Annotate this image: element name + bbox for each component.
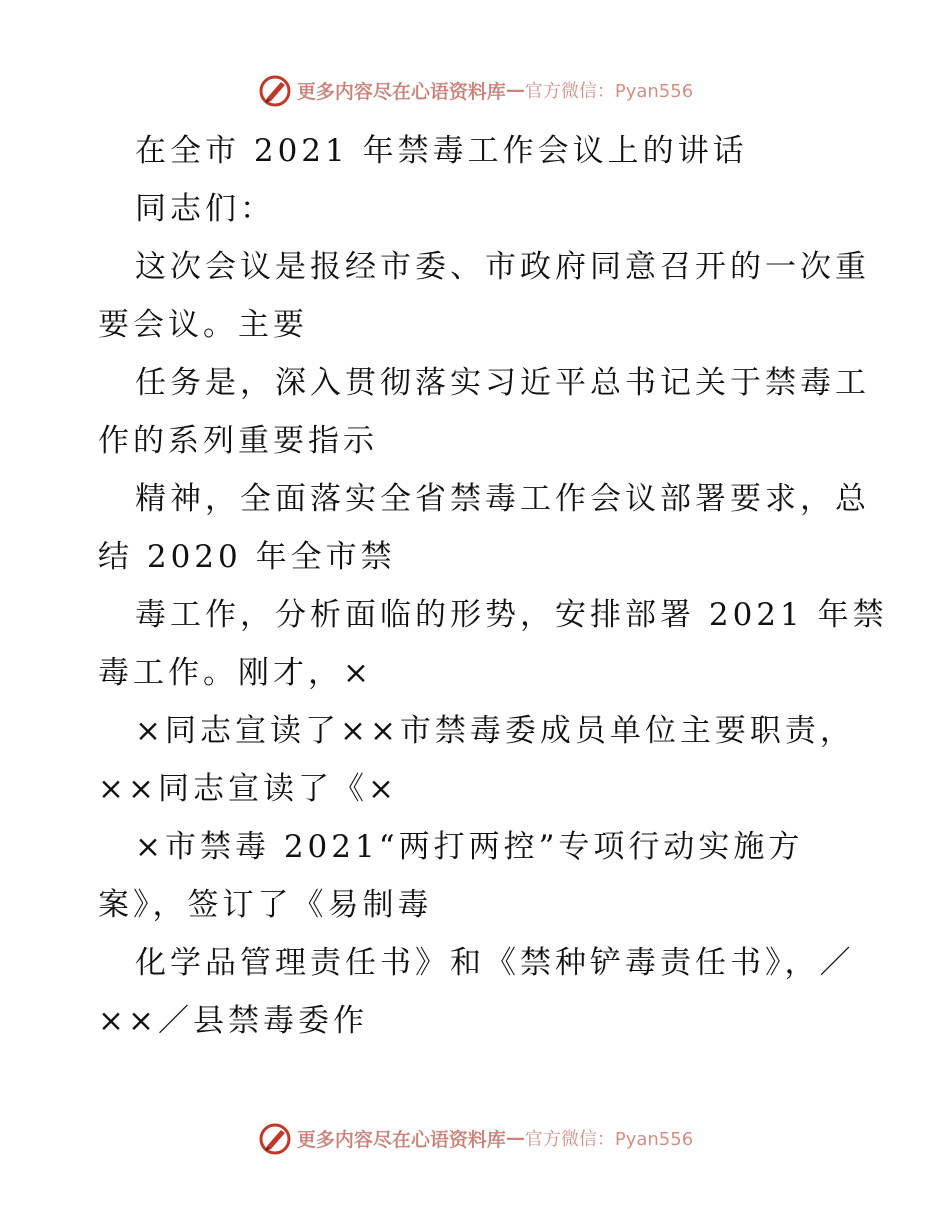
paragraph-line: 任务是，深入贯彻落实习近平总书记关于禁毒工 [135, 365, 870, 401]
paragraph-line: 毒工作。刚才，× [98, 655, 373, 691]
paragraph-line: ××／县禁毒委作 [98, 1003, 368, 1039]
document-body [98, 122, 888, 1050]
paragraph-line: ××同志宣读了《× [98, 771, 398, 807]
watermark-main-text: 更多内容尽在心语资料库 [296, 80, 506, 103]
document-title: 在全市 2021 年禁毒工作会议上的讲话 [135, 133, 748, 169]
paragraph-line: ×市禁毒 2021“两打两控”专项行动实施方 [135, 829, 804, 865]
paragraph-line: 作的系列重要指示 [98, 423, 378, 459]
pen-logo-icon [257, 1120, 293, 1156]
paragraph-line: 结 2020 年全市禁 [98, 539, 396, 575]
paragraph-line: 精神，全面落实全省禁毒工作会议部署要求，总 [135, 481, 870, 517]
paragraph-line: ×同志宣读了××市禁毒委成员单位主要职责， [135, 713, 855, 749]
paragraph-line: 毒工作，分析面临的形势，安排部署 2021 年禁 [135, 597, 888, 633]
paragraph-line: 要会议。主要 [98, 307, 308, 343]
paragraph-line: 这次会议是报经市委、市政府同意召开的一次重 [135, 249, 870, 285]
watermark-dash: — [505, 1127, 525, 1149]
header-watermark [0, 70, 950, 110]
footer-watermark [0, 1118, 950, 1158]
greeting: 同志们： [135, 191, 275, 227]
watermark-dash: — [505, 79, 525, 101]
paragraph-line: 案》，签订了《易制毒 [98, 887, 433, 923]
paragraph-line: 化学品管理责任书》和《禁种铲毒责任书》，／ [135, 945, 855, 981]
watermark-wechat-text: 官方微信：Pyan556 [524, 1129, 694, 1150]
watermark-wechat-text: 官方微信：Pyan556 [524, 81, 694, 102]
pen-logo-icon [257, 72, 293, 108]
watermark-main-text: 更多内容尽在心语资料库 [296, 1128, 506, 1151]
